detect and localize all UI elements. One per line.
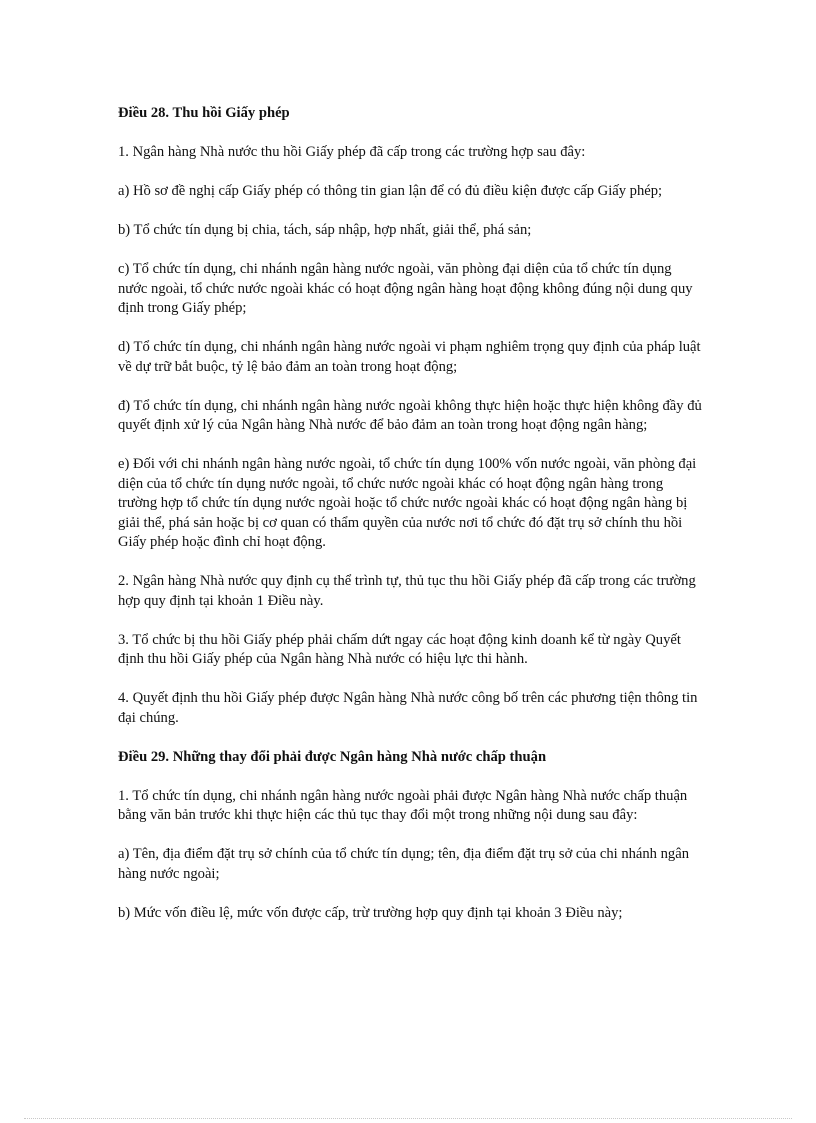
article-28-point-a: a) Hồ sơ đề nghị cấp Giấy phép có thông tin gian lận để có đủ điều kiện được cấp Giấy phép;: [118, 183, 663, 199]
article-29-point-a: a) Tên, địa điểm đặt trụ sở chính của tổ chức tín dụng; tên, địa điểm đặt trụ sở của chi nhánh ngân hàng nước ngoài;: [118, 846, 689, 882]
article-29-clause-1: 1. Tổ chức tín dụng, chi nhánh ngân hàng nước ngoài phải được Ngân hàng Nhà nước chấp thuận bằng văn bản trước khi thực hiện các thủ tục thay đổi một trong những nội dung sau đây:: [118, 787, 688, 823]
article-28-point-e: e) Đối với chi nhánh ngân hàng nước ngoài, tổ chức tín dụng 100% vốn nước ngoài, văn phòng đại diện của tổ chức tín dụng nước ngoài, tổ chức nước ngoài khác có hoạt động ngân hàng trong trường hợp tổ chức tín dụng nước ngoài hoặc tổ chức nước ngoài khác có hoạt động ngân hàng bị giải thể, phá sản hoặc bị cơ quan có thẩm quyền của nước nơi tổ chức đó đặt trụ sở chính thu hồi Giấy phép hoặc đình chỉ hoạt động.: [118, 456, 697, 550]
article-28-heading: Điều 28. Thu hồi Giấy phép: [118, 105, 290, 121]
article-29-point-b: b) Mức vốn điều lệ, mức vốn được cấp, trừ trường hợp quy định tại khoản 3 Điều này;: [118, 904, 623, 921]
article-28-point-b: b) Tổ chức tín dụng bị chia, tách, sáp nhập, hợp nhất, giải thể, phá sản;: [118, 222, 532, 238]
page-bottom-divider: [24, 1118, 792, 1119]
article-28-clause-2: 2. Ngân hàng Nhà nước quy định cụ thể trình tự, thủ tục thu hồi Giấy phép đã cấp trong các trường hợp quy định tại khoản 1 Điều này.: [118, 573, 696, 609]
article-28-clause-1: 1. Ngân hàng Nhà nước thu hồi Giấy phép đã cấp trong các trường hợp sau đây:: [118, 144, 586, 160]
article-28-point-dd: đ) Tổ chức tín dụng, chi nhánh ngân hàng nước ngoài không thực hiện hoặc thực hiện không đầy đủ quyết định xử lý của Ngân hàng Nhà nước để bảo đảm an toàn trong hoạt động ngân hàng;: [118, 397, 702, 433]
article-29-heading: Điều 29. Những thay đổi phải được Ngân hàng Nhà nước chấp thuận: [118, 748, 547, 765]
article-28-clause-3: 3. Tổ chức bị thu hồi Giấy phép phải chấm dứt ngay các hoạt động kinh doanh kể từ ngày Quyết định thu hồi Giấy phép của Ngân hàng Nhà nước có hiệu lực thi hành.: [118, 631, 681, 667]
article-28-clause-4: 4. Quyết định thu hồi Giấy phép được Ngân hàng Nhà nước công bố trên các phương tiện thông tin đại chúng.: [118, 690, 698, 726]
document-page: [118, 104, 703, 923]
article-28-point-d: d) Tổ chức tín dụng, chi nhánh ngân hàng nước ngoài vi phạm nghiêm trọng quy định của pháp luật về dự trữ bắt buộc, tỷ lệ bảo đảm an toàn trong hoạt động;: [118, 339, 701, 375]
article-28-point-c: c) Tổ chức tín dụng, chi nhánh ngân hàng nước ngoài, văn phòng đại diện của tổ chức tín dụng nước ngoài, tổ chức nước ngoài khác có hoạt động ngân hàng hoạt động không đúng nội dung quy định trong Giấy phép;: [118, 261, 693, 316]
